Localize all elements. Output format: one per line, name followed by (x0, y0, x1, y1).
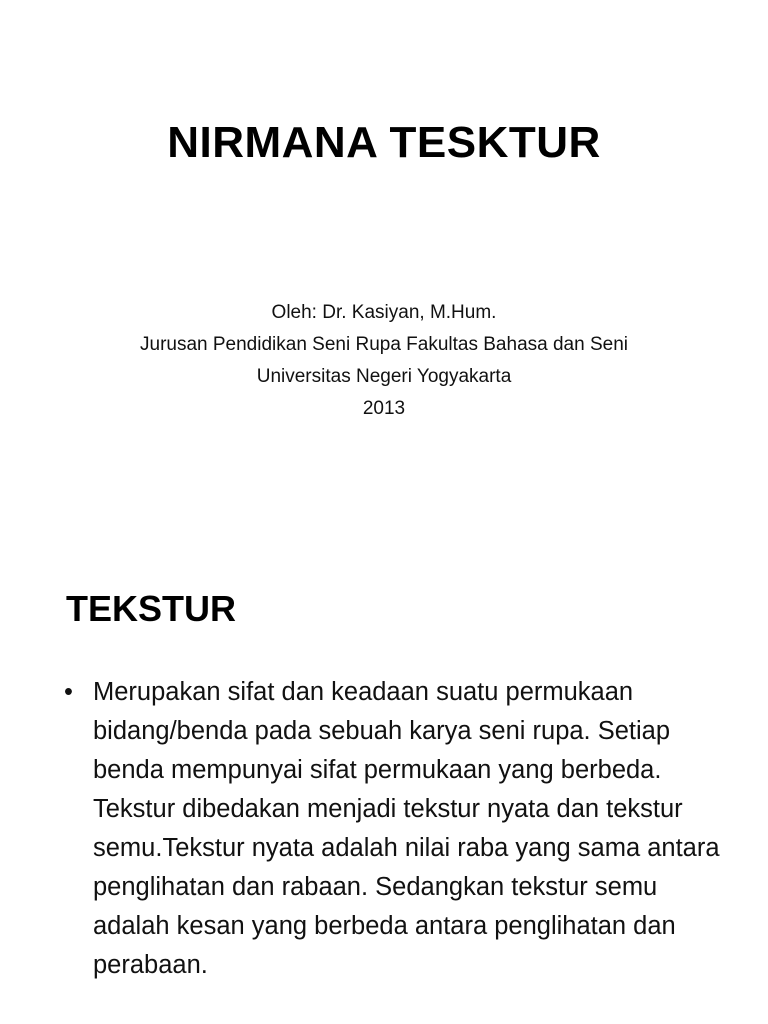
bullet-icon: • (64, 678, 73, 706)
content-slide (0, 560, 768, 1024)
university-line: Universitas Negeri Yogyakarta (256, 366, 512, 387)
bullet-text: Merupakan sifat dan keadaan suatu permukaan bidang/benda pada sebuah karya seni rupa. Setiap benda mempunyai sifat permukaan yang berbeda. Tekstur dibedakan menjadi tekstur nyata dan tekstur semu.Tekstur nyata adalah nilai raba yang sama antara penglihatan dan rabaan. Sedangkan tekstur semu adalah kesan yang berbeda antara penglihatan dan perabaan. (93, 678, 720, 979)
slide-heading: TEKSTUR (66, 588, 236, 629)
year-line: 2013 (362, 398, 406, 419)
department-line: Jurusan Pendidikan Seni Rupa Fakultas Bahasa dan Seni (140, 334, 628, 355)
bullet-list (64, 673, 724, 985)
bullet-item (64, 673, 724, 985)
author-line: Oleh: Dr. Kasiyan, M.Hum. (271, 302, 497, 323)
subtitle-block (0, 297, 768, 425)
slide-title: NIRMANA TESKTUR (167, 118, 601, 167)
